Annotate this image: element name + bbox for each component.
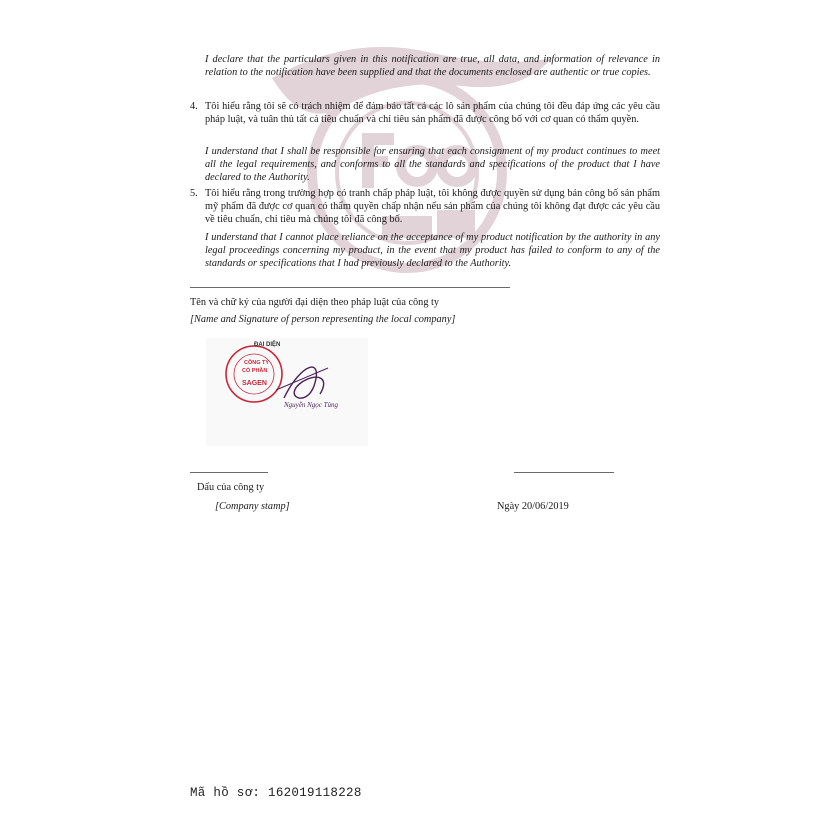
signature-label-vi: Tên và chữ ký của người đại diện theo pháp luật của công ty (190, 297, 440, 308)
company-seal-icon (206, 338, 368, 446)
stamp-title: ĐẠI DIỆN (254, 342, 281, 348)
declaration-4-en: I understand that I shall be responsible for ensuring that each consignment of my product continues to meet all the legal requirements, and conforms to all the standards and specifications of the product that I have declared to the Authority. (205, 146, 660, 183)
company-stamp-label-en: [Company stamp] (215, 501, 290, 512)
signature-stamp-area (206, 338, 368, 446)
date-line-right (514, 472, 614, 473)
declaration-5-en: I understand that I cannot place reliance on the acceptance of my product notification by the authority in any legal proceedings concerning my product, in the event that my product has failed to conform to any of the standards or specifications that I had previously declared to the Authority. (205, 232, 660, 269)
declaration-5-vi: Tôi hiểu rằng trong trường hợp có tranh chấp pháp luật, tôi không được quyền sử dụng bản công bố sản phẩm mỹ phẩm đã được cơ quan có thẩm quyền chấp nhận nếu sản phẩm của chúng tôi không đạt được các yêu cầu về tiêu chuẩn, chỉ tiêu mà chúng tôi đã công bố. (205, 188, 660, 225)
signature-separator-line (190, 287, 510, 288)
stamp-company-line2: CỔ PHẦN (242, 368, 268, 374)
signer-name: Nguyễn Ngọc Tùng (284, 401, 339, 409)
stamp-line-left (190, 472, 268, 473)
stamp-company-line1: CÔNG TY (244, 360, 270, 366)
company-stamp-label-vi: Dấu của công ty (197, 482, 265, 493)
stamp-company-line3: SAGEN (242, 380, 267, 387)
dossier-number: Mã hồ sơ: 162019118228 (190, 786, 362, 800)
declaration-4-number: 4. (190, 101, 198, 112)
signature-label-en: [Name and Signature of person representing the local company] (190, 314, 456, 325)
declaration-3-en: I declare that the particulars given in this notification are true, all data, and information of relevance in relation to the notification have been supplied and that the documents enclosed are authentic or true copies. (205, 54, 660, 78)
document-date: Ngày 20/06/2019 (497, 501, 569, 512)
declaration-5-number: 5. (190, 188, 198, 199)
declaration-4-vi: Tôi hiểu rằng tôi sẽ có trách nhiệm để đảm bảo tất cả các lô sản phẩm của chúng tôi đều đáp ứng các yêu cầu pháp luật, và tuân thủ tất cả tiêu chuẩn và chỉ tiêu sản phẩm đã được công bố với cơ quan có thẩm quyền. (205, 101, 660, 125)
